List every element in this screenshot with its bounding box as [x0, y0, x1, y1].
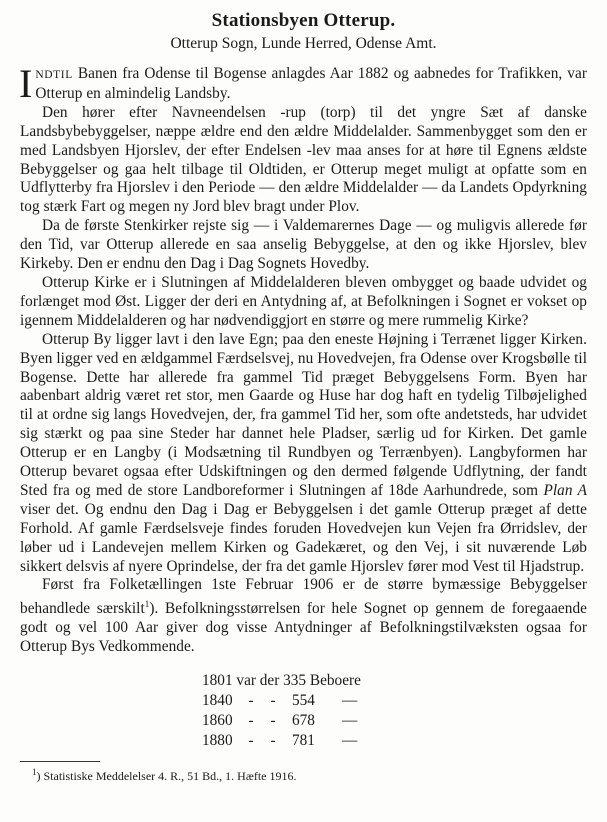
ditto-cell: - [270, 712, 276, 730]
plan-reference: Plan A [543, 481, 587, 499]
footnote-text: ) Statistiske Meddelelser 4. R., 51 Bd., 1. Hæfte 1916. [36, 769, 297, 784]
ditto-cell: - [270, 692, 276, 710]
population-table-head: 1801 var der 335 Beboere [202, 672, 361, 690]
paragraph-1 [19, 61, 587, 106]
population-cell: 678 [292, 712, 315, 730]
ditto-dash: — [342, 692, 358, 710]
population-cell: 781 [292, 732, 315, 750]
population-table [202, 671, 587, 751]
ditto-cell: - [248, 732, 254, 750]
year-cell: 1880 [202, 732, 233, 750]
year-cell: 1840 [202, 692, 233, 710]
drop-cap: I [19, 61, 33, 106]
ditto-dash: — [342, 712, 358, 730]
page-title: Stationsbyen Otterup. [211, 10, 396, 31]
table-row [202, 711, 587, 731]
table-row [202, 731, 587, 751]
ditto-cell: - [248, 712, 254, 730]
paragraph-5-text-a: Otterup By ligger lavt i den lave Egn; paa den eneste Højning i Terrænet ligger Kirken. Byen ligger ved en ældgammel Færdselsvej, nu Hovedvejen, fra Odense over Krogsbølle til Bogense. Dette har allerede fra gammel Tid præget Bebyggelsens Form. Byen har aabenbart aldrig været ret stor, men Gaarde og Huse har dog haft en tydelig Tilbøjelighed til at ordne sig langs Hovedvejen, der, fra gammel Tid her, som ofte andetsteds, har udvidet sig stærkt og paa sine Steder har dannet hele Pladser, særlig ud for Kirken. Det gamle Otterup er en Langby (i Modsætning til Rundbyen og Terrænbyen). Langbyformen har Otterup bevaret ogsaa efter Udskiftningen og den dermed følgende Udflytning, der fandt Sted fra og med de store Landboreformer i Slutningen af 18de Aarhundrede, som [20, 330, 587, 499]
footnote-reference: 1 [144, 599, 150, 610]
footnote-divider [20, 761, 100, 762]
table-row [202, 691, 587, 711]
paragraph-6-text-a: Først fra Folketællingen 1ste Februar 1906 er de større bymæssige Bebyggelser behandlede særskilt [20, 576, 587, 618]
paragraph-1-text: Banen fra Odense til Bogense anlagdes Aar 1882 og aabnedes for Trafikken, var Otterup en almindelig Landsby. [35, 65, 587, 102]
paragraph-5 [20, 331, 587, 577]
small-caps-lead: NDTIL [35, 69, 73, 81]
paragraph-4: Otterup Kirke er i Slutningen af Middelalderen bleven ombygget og baade udvidet og forlænget mod Øst. Ligger der deri en Antydning af, at Befolkningen i Sognet er vokset op igennem Middelalderen og har nødvendiggjort en større og mere rummelig Kirke? [20, 273, 587, 329]
body-text [19, 61, 587, 657]
population-cell: 554 [292, 692, 315, 710]
paragraph-6 [20, 576, 587, 657]
ditto-dash: — [342, 732, 358, 750]
footnote [20, 767, 587, 784]
footnote-marker: 1 [32, 767, 37, 778]
page-subtitle: Otterup Sogn, Lunde Herred, Odense Amt. [170, 35, 437, 52]
paragraph-6-text-b: ). Befolkningsstørrelsen for hele Sognet op gennem de foregaaende godt og vel 100 Aar giver dog visse Antydninger af Befolkningstilvæksten ogsaa for Otterup Bys Vedkommende. [20, 600, 587, 656]
paragraph-3: Da de første Stenkirker rejste sig — i Valdemarernes Dage — og muligvis allerede før den Tid, var Otterup allerede en saa anselig Bebyggelse, at den og ikke Hjorslev, blev Kirkeby. Den er endnu den Dag i Dag Sognets Hovedby. [20, 217, 587, 273]
document-page [20, 10, 587, 784]
paragraph-2: Den hører efter Navneendelsen -rup (torp) til det yngre Sæt af danske Landsbybebyggelser, næppe ældre end den ældre Middelalder. Sammenbygget som den er med Landsbyen Hjorslev, der efter Endelsen -lev maa anses for at høre til Egnens ældste Bebyggelser og gaa helt tilbage til Oldtiden, er Otterup meget muligt at opfatte som en Udflytterby fra Hjorslev i den Periode — den ældre Middelalder — da Landets Opdyrkning tog stærk Fart og megen ny Jord blev bragt under Plov. [20, 103, 587, 216]
ditto-cell: - [248, 692, 254, 710]
paragraph-5-text-b: viser det. Og endnu den Dag i Dag er Bebyggelsen i det gamle Otterup præget af dette Forhold. Af gamle Færdselsveje findes foruden Hovedvejen kun Vejen fra Ørridslev, der løber ud i Landevejen mellem Kirken og Gadekæret, og den Vej, i sit nuværende Løb sikkert delsvis af nyere Oprindelse, der fra det gamle Hjorslev fører mod Vest til Hjadstrup. [20, 500, 587, 575]
ditto-cell: - [270, 732, 276, 750]
year-cell: 1860 [202, 712, 233, 730]
